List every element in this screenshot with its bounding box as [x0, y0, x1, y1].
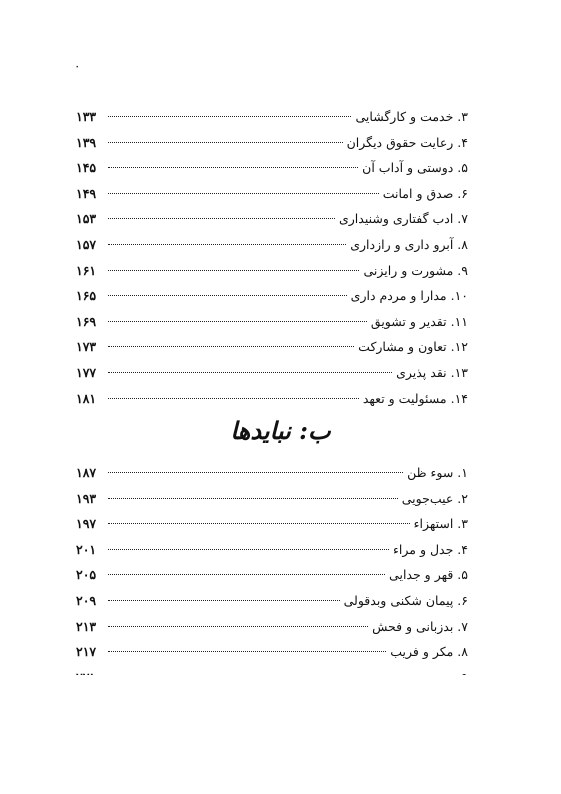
toc-entry[interactable]	[76, 386, 468, 412]
toc-entry-page-number: ۱۶۱	[76, 262, 97, 278]
toc-entry-page-number: ۱۶۹	[76, 313, 97, 329]
toc-entry-title: ۴. جدل و مراء	[393, 541, 468, 557]
toc-entry[interactable]	[76, 232, 468, 258]
toc-entry-title: ۸. مکر و فریب	[390, 644, 468, 660]
toc-entry[interactable]	[76, 206, 468, 232]
toc-entry[interactable]	[76, 360, 468, 386]
toc-entry[interactable]	[76, 486, 468, 512]
toc-entry-page-number: ۱۹۳	[76, 490, 97, 506]
toc-entry-title: ۳. استهزاء	[413, 516, 468, 532]
toc-entry-page-number: ۱۴۵	[76, 160, 97, 176]
dot-leader	[108, 142, 343, 143]
toc-entry-title: ۱. سوء ظن	[407, 465, 468, 480]
toc-entry-title: ۱۴. مسئولیت و تعهد	[362, 390, 468, 406]
toc-entry-page-number: ۲۱۷	[76, 644, 97, 660]
toc-entry-page-number: ۱۷۳	[76, 339, 97, 355]
toc-entry[interactable]	[76, 562, 468, 588]
dot-leader	[108, 270, 359, 271]
toc-entry-page-number: ۱۴۹	[76, 185, 97, 201]
toc-entry[interactable]	[76, 130, 468, 156]
toc-entry-title: ۹. مشورت و رایزنی	[363, 262, 468, 278]
toc-entry[interactable]	[76, 155, 468, 181]
toc-entry[interactable]	[76, 309, 468, 335]
dot-leader	[108, 321, 367, 322]
toc-entry-title: ۱۳. نقد پذیری	[396, 364, 468, 380]
toc-entry-title: ۱۲. تعاون و مشارکت	[358, 339, 468, 355]
toc-entry-page-number: ۱۵۳	[76, 211, 97, 227]
dot-leader	[108, 523, 410, 524]
toc-entry-title: ۱۱. تقدیر و تشویق	[370, 313, 468, 329]
dot-leader	[108, 116, 351, 117]
toc-entry-page-number: ۲۱۳	[76, 618, 97, 634]
toc-entry-title: ۷. ادب گفتاری وشنیداری	[338, 211, 468, 227]
dot-leader	[108, 244, 346, 245]
toc-list-section-two	[76, 460, 468, 690]
toc-entry[interactable]	[76, 639, 468, 665]
toc-entry-title: ۱۰. مدارا و مردم داری	[350, 288, 468, 304]
toc-entry-page-number: ۱۷۷	[76, 364, 97, 380]
dot-leader	[108, 295, 347, 296]
toc-entry-page-number: ۱۹۷	[76, 516, 97, 532]
dot-leader	[108, 372, 392, 373]
dot-leader	[108, 651, 386, 652]
toc-entry[interactable]	[76, 104, 468, 130]
dot-leader	[108, 398, 359, 399]
dot-leader	[108, 472, 403, 473]
section-heading: ب: نبایدها	[230, 416, 331, 445]
toc-list-section-one	[76, 104, 468, 411]
toc-entry[interactable]	[76, 588, 468, 614]
page-mark: ۰	[74, 59, 81, 73]
dot-leader	[108, 167, 358, 168]
toc-entry[interactable]	[76, 460, 468, 486]
toc-entry-page-number: ۲۰۵	[76, 567, 97, 583]
toc-entry-page-number: ۱۵۷	[76, 236, 97, 252]
toc-entry-title: ۸. آبرو داری و رازداری	[350, 236, 468, 252]
toc-entry-title: ۶. پیمان شکنی وبدقولی	[343, 592, 468, 608]
dot-leader	[108, 193, 379, 194]
toc-entry-title: ۶. صدق و امانت	[382, 185, 468, 201]
toc-entry-page-number: ۱۸۱	[76, 390, 97, 406]
toc-entry[interactable]	[76, 511, 468, 537]
toc-entry-title: ۵. دوستی و آداب آن	[362, 160, 468, 176]
toc-entry-page-number: ۱۸۷	[76, 465, 97, 480]
dot-leader	[108, 574, 385, 575]
dot-leader	[108, 600, 340, 601]
dot-leader	[108, 218, 335, 219]
toc-entry-page-number: ۱۳۳	[76, 109, 97, 124]
toc-entry-title: ۴. رعایت حقوق دیگران	[346, 134, 468, 150]
dot-leader	[108, 549, 389, 550]
dot-leader	[108, 346, 354, 347]
toc-entry[interactable]	[76, 334, 468, 360]
toc-entry[interactable]	[76, 181, 468, 207]
toc-entry[interactable]	[76, 258, 468, 284]
toc-entry-title: ۳. خدمت و کارگشایی	[355, 109, 468, 124]
dot-leader	[108, 498, 398, 499]
toc-entry-page-number: ۱۳۹	[76, 134, 97, 150]
toc-entry-title: ۲. عیب‌جویی	[401, 490, 468, 506]
page-bottom-margin	[0, 675, 561, 794]
toc-entry-page-number: ۲۰۹	[76, 592, 97, 608]
toc-entry-page-number: ۲۰۱	[76, 541, 97, 557]
toc-entry-title: ۷. بدزبانی و فحش	[372, 618, 468, 634]
toc-entry-title: ۵. قهر و جدایی	[389, 567, 468, 583]
toc-entry[interactable]	[76, 614, 468, 640]
dot-leader	[108, 626, 368, 627]
toc-entry[interactable]	[76, 537, 468, 563]
toc-entry[interactable]	[76, 283, 468, 309]
toc-entry-page-number: ۱۶۵	[76, 288, 97, 304]
